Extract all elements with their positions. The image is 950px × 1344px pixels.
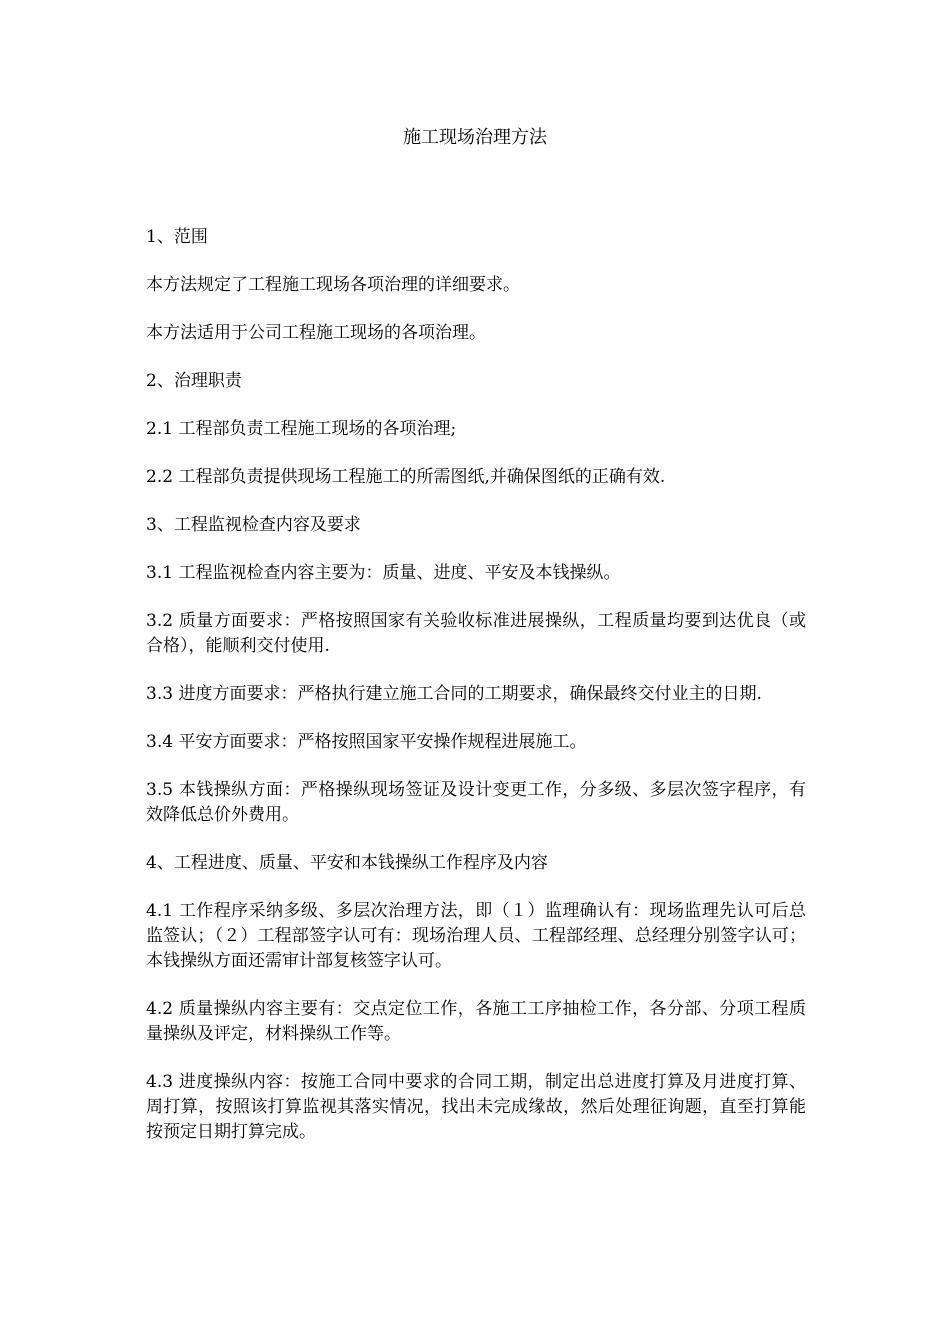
paragraph: 4.3 进度操纵内容：按施工合同中要求的合同工期，制定出总进度打算及月进度打算、周打算，按照该打算监视其落实情况，找出未完成缘故，然后处理征询题，直至打算能按预定日期打算完成。 xyxy=(146,1072,806,1142)
document-body xyxy=(146,225,806,1168)
paragraph: 本方法规定了工程施工现场各项治理的详细要求。 xyxy=(146,275,520,295)
paragraph: 4.1 工作程序采纳多级、多层次治理方法，即（１）监理确认有：现场监理先认可后总监签认；（２）工程部签字认可有：现场治理人员、工程部经理、总经理分别签字认可；本钱操纵方面还需审计部复核签字认可。 xyxy=(146,901,806,971)
section-heading-inspection: 3、工程监视检查内容及要求 xyxy=(146,515,361,535)
paragraph: 3.3 进度方面要求：严格执行建立施工合同的工期要求，确保最终交付业主的日期. xyxy=(146,684,762,704)
paragraph: 3.5 本钱操纵方面：严格操纵现场签证及设计变更工作，分多级、多层次签字程序，有效降低总价外费用。 xyxy=(146,780,806,825)
section-heading-scope: 1、范围 xyxy=(146,227,208,247)
paragraph: 本方法适用于公司工程施工现场的各项治理。 xyxy=(146,323,486,343)
document-title: 施工现场治理方法 xyxy=(403,127,547,148)
paragraph: 2.2 工程部负责提供现场工程施工的所需图纸,并确保图纸的正确有效. xyxy=(146,467,666,487)
paragraph: 3.1 工程监视检查内容主要为：质量、进度、平安及本钱操纵。 xyxy=(146,563,621,583)
paragraph: 3.4 平安方面要求：严格按照国家平安操作规程进展施工。 xyxy=(146,732,587,752)
paragraph: 4.2 质量操纵内容主要有：交点定位工作，各施工工序抽检工作，各分部、分项工程质量操纵及评定，材料操纵工作等。 xyxy=(146,999,806,1044)
section-heading-responsibilities: 2、治理职责 xyxy=(146,371,242,391)
section-heading-procedures: 4、工程进度、质量、平安和本钱操纵工作程序及内容 xyxy=(146,853,548,873)
paragraph: 2.1 工程部负责工程施工现场的各项治理; xyxy=(146,419,457,439)
paragraph: 3.2 质量方面要求：严格按照国家有关验收标准进展操纵，工程质量均要到达优良（或合格），能顺利交付使用. xyxy=(146,611,806,656)
